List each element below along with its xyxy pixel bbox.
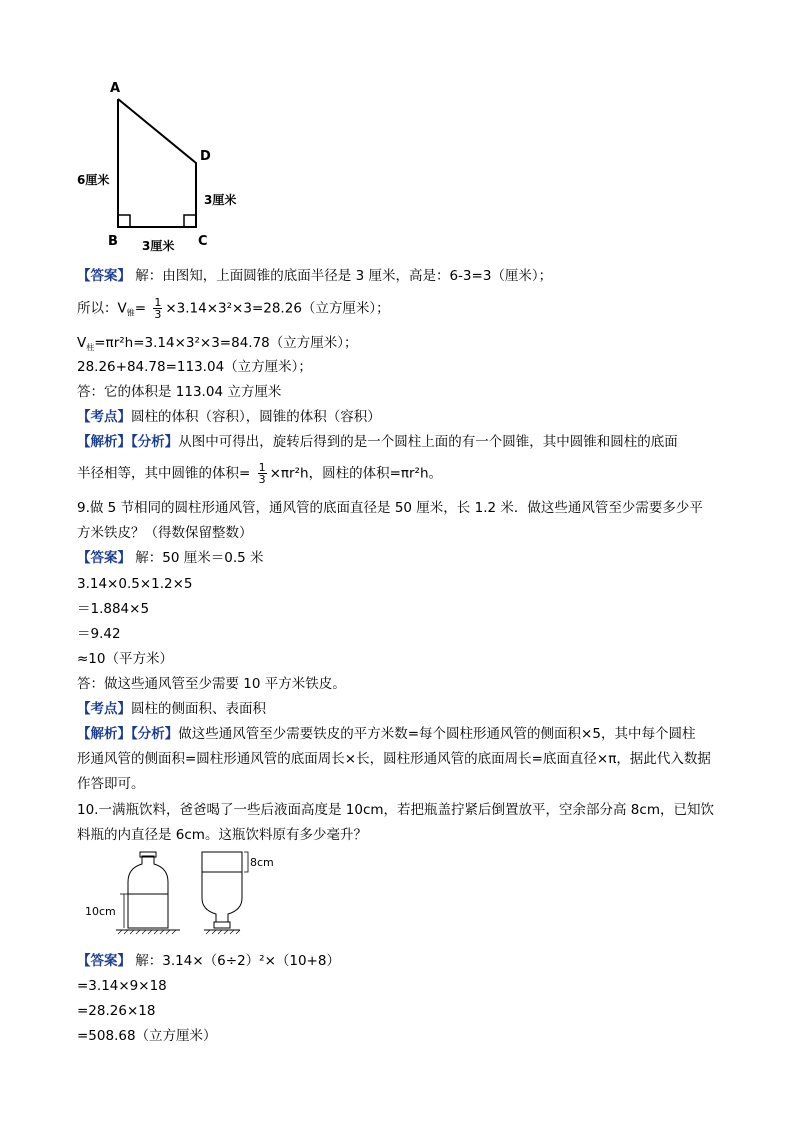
right-angle-c — [184, 215, 196, 227]
q8-line3: $V_柱=\pi r^2h=3.14\times 3^2\times 3=84.78$（立方厘米）； — [77, 335, 358, 352]
right-angle-b — [118, 215, 130, 227]
q8-line4: 28.26+84.78=113.04（立方厘米）； — [77, 359, 312, 375]
q9-question-line2: 方米铁皮？（得数保留整数） — [77, 525, 253, 541]
q9-jiexi-line2: 形通风管的侧面积=圆柱形通风管的底面周长×长，圆柱形通风管的底面周长=底面直径×π，据此代入数据 — [77, 751, 711, 767]
q8-jiexi-line2: 半径相等，其中圆锥的体积= $\frac{1}{3}$ ×πr²h，圆柱的体积=πr²h。 — [77, 461, 443, 486]
trapezoid-figure — [74, 78, 254, 258]
q8-jiexi-line1: 【解析】【分析】从图中可得出，旋转后得到的是一个圆柱上面的有一个圆锥，其中圆锥和圆柱的底面 — [77, 434, 678, 450]
q10-step3: =508.68（立方厘米） — [77, 1028, 217, 1044]
ground-hatch-right — [206, 930, 240, 934]
q8-line5: 答：它的体积是 113.04 立方厘米 — [77, 384, 282, 400]
label-left-length: 6厘米 — [77, 173, 110, 187]
q9-question-line1: 9.做 5 节相同的圆柱形通风管，通风管的底面直径是 50 厘米，长 1.2 米．做这些通风管至少需要多少平 — [77, 500, 703, 516]
q9-step5: 答：做这些通风管至少需要 10 平方米铁皮。 — [77, 676, 346, 692]
fraction-one-third: $\frac{1}{3}$ — [258, 461, 266, 486]
q10-question-line1: 10.一满瓶饮料，爸爸喝了一些后液面高度是 10cm，若把瓶盖拧紧后倒置放平，空余部分高 8cm，已知饮 — [77, 802, 714, 818]
label-D: D — [200, 149, 211, 164]
answer-text: 解：由图知，上面圆锥的底面半径是 3 厘米，高是：6-3=3（厘米）； — [135, 268, 553, 284]
label-A: A — [110, 81, 121, 96]
bottle-inverted-cap — [214, 922, 230, 928]
q9-answer: 【答案】 解：50 厘米＝0.5 米 — [77, 550, 264, 566]
q9-jiexi-line1: 【解析】【分析】做这些通风管至少需要铁皮的平方米数=每个圆柱形通风管的侧面积×5，其中每个圆柱 — [77, 726, 696, 742]
label-bottom-length: 3厘米 — [142, 239, 175, 253]
q9-kaodian: 【考点】圆柱的侧面积、表面积 — [77, 701, 266, 717]
q9-step2: ＝1.884×5 — [77, 601, 150, 617]
q10-answer: 【答案】 解：3.14×（6÷2）²×（10+8） — [77, 953, 340, 969]
label-8cm: 8cm — [250, 856, 274, 869]
q9-step1: 3.14×0.5×1.2×5 — [77, 576, 193, 592]
q8-answer — [77, 267, 552, 285]
q8-line2: 所以：$V_锥=$ $\frac{1}{3}$ ×3.14×3²×3=28.26（立方厘米）； — [77, 296, 390, 321]
q9-step4: ≈10（平方米） — [77, 651, 173, 667]
q10-question-line2: 料瓶的内直径是 6cm。这瓶饮料原有多少毫升？ — [77, 827, 367, 843]
bracket-8cm — [244, 852, 248, 872]
q8-kaodian: 【考点】圆柱的体积（容积），圆锥的体积（容积） — [77, 409, 381, 425]
bottle-figure — [84, 848, 284, 940]
q9-step3: ＝9.42 — [77, 626, 121, 642]
bottle-upright — [128, 856, 168, 928]
label-right-length: 3厘米 — [204, 193, 237, 207]
q10-step1: =3.14×9×18 — [77, 978, 167, 994]
ground-hatch-left — [118, 930, 176, 934]
trapezoid-outline — [118, 99, 196, 227]
answer-tag: 【答案】 — [77, 268, 131, 284]
label-C: C — [198, 234, 208, 249]
fraction-one-third: $\frac{1}{3}$ — [154, 296, 162, 321]
q9-jiexi-line3: 作答即可。 — [77, 776, 145, 792]
label-B: B — [108, 234, 118, 249]
bottle-inverted — [202, 852, 242, 922]
label-10cm: 10cm — [85, 905, 116, 918]
q10-step2: =28.26×18 — [77, 1003, 156, 1019]
